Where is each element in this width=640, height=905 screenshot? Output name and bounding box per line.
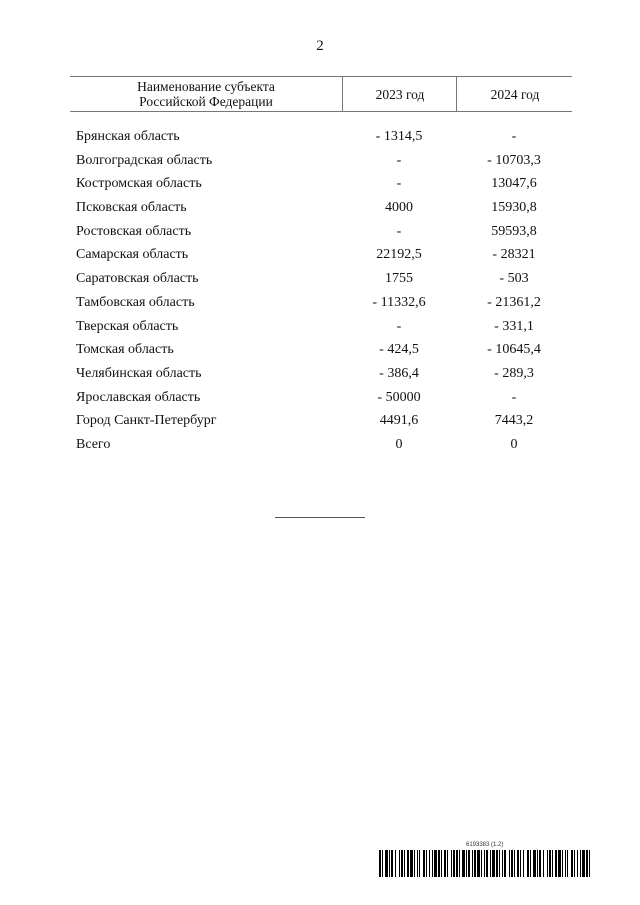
row-value-2024: 15930,8 <box>491 200 537 216</box>
header-subject-name <box>70 77 342 111</box>
row-value-2023: - <box>396 318 402 334</box>
header-year-2023: 2023 год <box>342 77 457 111</box>
table-body <box>70 127 572 459</box>
row-subject-name: Волгоградская область <box>76 152 213 168</box>
header-subject-line2: Российской Федерации <box>139 94 273 109</box>
row-value-2024: - 28321 <box>492 247 536 263</box>
row-value-2024: 13047,6 <box>491 176 537 192</box>
end-of-document-line <box>275 517 365 518</box>
row-value-2024: - 289,3 <box>494 365 534 381</box>
row-subject-name: Тверская область <box>76 318 179 334</box>
table-row <box>70 340 572 364</box>
row-value-2023: - 50000 <box>377 389 421 405</box>
row-value-2023: 22192,5 <box>376 247 422 263</box>
table-row <box>70 174 572 198</box>
table-row-total <box>70 435 572 459</box>
table-row <box>70 317 572 341</box>
row-value-2024: - <box>511 129 517 144</box>
row-subject-name: Костромская область <box>76 176 202 192</box>
row-subject-name: Всего <box>76 436 111 452</box>
row-value-2024: 59593,8 <box>491 223 537 239</box>
row-subject-name: Город Санкт-Петербург <box>76 413 217 429</box>
row-value-2024: - <box>511 389 517 405</box>
table-row <box>70 293 572 317</box>
table-row <box>70 127 572 151</box>
table-row <box>70 222 572 246</box>
barcode-bar <box>590 850 591 877</box>
row-subject-name: Самарская область <box>76 247 189 263</box>
row-value-2023: - <box>396 152 402 168</box>
table-row <box>70 151 572 175</box>
table-header <box>70 76 572 112</box>
table-row <box>70 364 572 388</box>
row-value-2023: - 424,5 <box>379 342 419 358</box>
row-value-2023: - <box>396 223 402 239</box>
table-row <box>70 245 572 269</box>
row-value-2024: 7443,2 <box>494 413 534 429</box>
row-subject-name: Саратовская область <box>76 271 199 287</box>
row-subject-name: Ярославская область <box>76 389 201 405</box>
row-value-2024: - 10703,3 <box>487 152 541 168</box>
row-subject-name: Псковская область <box>76 200 187 216</box>
header-subject-line1: Наименование субъекта <box>137 79 275 94</box>
row-value-2024: - 10645,4 <box>487 342 541 358</box>
row-value-2023: 4491,6 <box>379 413 419 429</box>
row-value-2023: 4000 <box>385 200 413 216</box>
row-subject-name: Томская область <box>76 342 174 358</box>
document-code: 6193383 (1.2) <box>466 842 504 848</box>
row-value-2023: - <box>396 176 402 192</box>
row-value-2024: - 21361,2 <box>487 294 541 310</box>
row-value-2023: 0 <box>395 436 403 452</box>
row-subject-name: Ростовская область <box>76 223 192 239</box>
row-value-2023: 1755 <box>385 271 413 287</box>
row-value-2023: - 386,4 <box>379 365 419 381</box>
page-number: 2 <box>316 38 324 54</box>
row-value-2024: - 503 <box>499 271 529 287</box>
row-value-2024: - 331,1 <box>494 318 534 334</box>
row-value-2023: - 1314,5 <box>375 129 423 144</box>
row-value-2024: 0 <box>510 436 518 452</box>
table-row <box>70 198 572 222</box>
row-value-2023: - 11332,6 <box>372 294 426 310</box>
row-subject-name: Брянская область <box>76 129 180 144</box>
row-subject-name: Тамбовская область <box>76 294 195 310</box>
table-row <box>70 388 572 412</box>
table-row <box>70 411 572 435</box>
barcode-image <box>379 850 591 877</box>
table-row <box>70 269 572 293</box>
row-subject-name: Челябинская область <box>76 365 202 381</box>
header-year-2024: 2024 год <box>456 77 573 111</box>
